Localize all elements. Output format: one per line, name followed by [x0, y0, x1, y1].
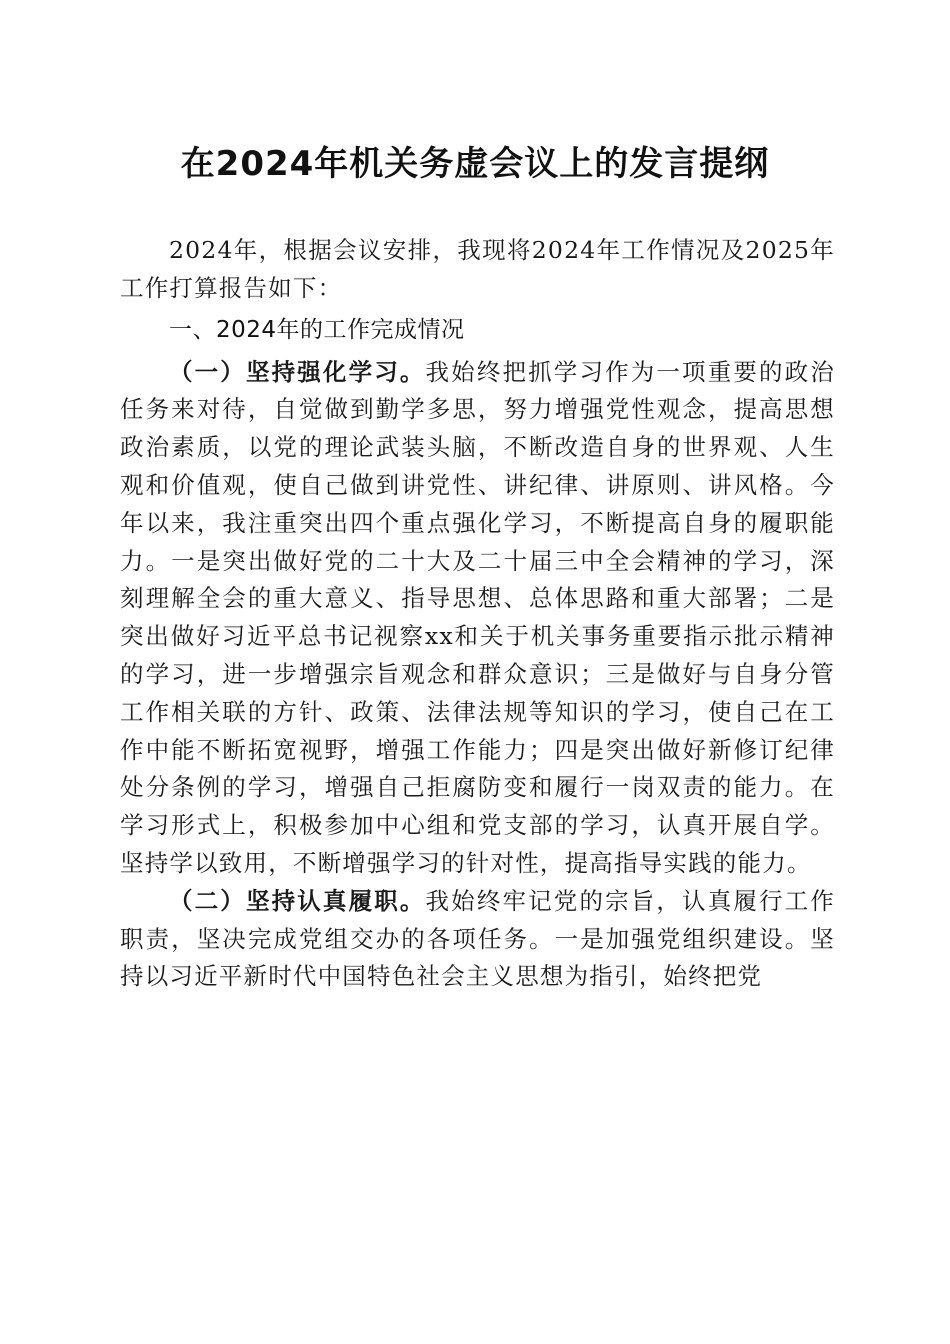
section-heading: 一、2024年的工作完成情况 — [169, 316, 465, 343]
paragraph-lead: （一）坚持强化学习。 — [169, 357, 426, 386]
paragraph-study — [120, 354, 835, 883]
document-body — [120, 232, 835, 996]
intro-paragraph: 2024年，根据会议安排，我现将2024年工作情况及2025年工作打算报告如下： — [120, 236, 835, 302]
paragraph-lead: （二）坚持认真履职。 — [169, 886, 426, 915]
paragraph-text: 我始终牢记党的宗旨，认真履行工作职责，坚决完成党组交办的各项任务。一是加强党组织建设。坚持以习近平新时代中国特色社会主义思想为指引，始终把党 — [120, 886, 836, 991]
paragraph-text: 我始终把抓学习作为一项重要的政治任务来对待，自觉做到勤学多思，努力增强党性观念，提高思想政治素质，以党的理论武装头脑，不断改造自身的世界观、人生观和价值观，使自己做到讲党性、讲纪律、讲原则、讲风格。今年以来，我注重突出四个重点强化学习，不断提高自身的履职能力。一是突出做好党的二十大及二十届三中全会精神的学习，深刻理解全会的重大意义、指导思想、总体思路和重大部署；二是突出做好习近平总书记视察xx和关于机关事务重要指示批示精神的学习，进一步增强宗旨观念和群众意识；三是做好与自身分管工作相关联的方针、政策、法律法规等知识的学习，使自己在工作中能不断拓宽视野，增强工作能力；四是突出做好新修订纪律处分条例的学习，增强自己拒腐防变和履行一岗双责的能力。在学习形式上，积极参加中心组和党支部的学习，认真开展自学。坚持学以致用，不断增强学习的针对性，提高指导实践的能力。 — [120, 357, 836, 877]
paragraph-duty — [120, 883, 835, 996]
document-title: 在2024年机关务虚会议上的发言提纲 — [180, 144, 770, 184]
